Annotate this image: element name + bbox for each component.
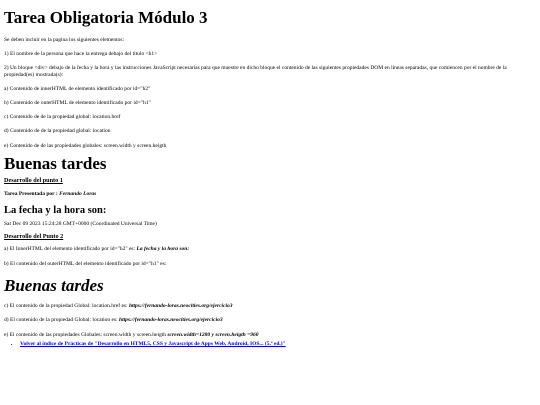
output-d: [4, 317, 536, 324]
list-item: [20, 341, 536, 348]
output-a-label: a) El InnerHTML del elemento identificado por id="h2" es:: [4, 246, 136, 253]
output-b-label: b) El contenido del outerHTML del elemento identificado por id="h1" es:: [4, 260, 167, 267]
output-b-value: Buenas tardes: [4, 276, 104, 296]
presenter-name: Fernando Loras: [59, 191, 97, 198]
presented-by: [4, 191, 536, 198]
requirement-item-e: e) Contenido de de las propiedades globales: screen.width y screen.heigth: [4, 142, 167, 149]
presented-by-label: Tarea Presentada por :: [4, 191, 58, 198]
requirement-1: 1) El nombre de la persona que hace la entrega debajo del titulo <h1>: [4, 51, 158, 58]
output-a-value: La fecha y la hora son:: [136, 246, 190, 253]
output-e-value: screen.width=1280 y screen.heigth =960: [167, 331, 259, 338]
section-2-heading: Desarrollo del Punto 2: [4, 233, 64, 241]
requirement-2: 2) Un bloque <div> debajo de la fecha y la hora y las instrucciones JavaScript necesarias para que muestre en dicho bloque el contenido de las siguientes propiedades DOM en lineas separadas, que comiencen por el nombre de la propiedad(es) mostrada(s):: [4, 65, 507, 78]
output-d-label: d) El contenido de la propiedad Global: location es:: [4, 317, 118, 324]
intro-text: Se deben incluir en la pagina los siguientes elementos:: [4, 37, 125, 43]
requirement-item-a: a) Contenido de innerHTML de elemento identificado por id="h2": [4, 85, 151, 92]
output-c: [4, 303, 536, 310]
output-c-value: https://fernando-loras.neocities.org/ejercicio3: [128, 303, 233, 310]
output-e: [4, 332, 536, 339]
back-to-index-link[interactable]: Volver al índice de Prácticas de "Desarrollo en HTML5, CSS y Javascript de Apps Web, Android, IOS... (5.ª ed.)": [20, 341, 286, 348]
output-c-label: c) El contenido de la propiedad Global: location.href es:: [4, 303, 128, 310]
greeting-heading: Buenas tardes: [4, 154, 107, 174]
page-title: Tarea Obligatoria Módulo 3: [4, 8, 208, 27]
requirement-item-d: d) Contenido de de la propiedad global: location: [4, 128, 111, 135]
link-list: [4, 341, 536, 348]
section-1-heading: Desarrollo del punto 1: [4, 177, 63, 185]
datetime-heading: La fecha y la hora son:: [4, 204, 107, 216]
output-d-value: https://fernando-loras.neocities.org/ejercicio3: [119, 317, 223, 324]
output-e-label: e) El contenido de las propiedades Globales: screen.width y screen.heigth: [4, 331, 167, 338]
datetime-value: Sat Dec 09 2023 15:24:28 GMT+0000 (Coordinated Universal Time): [4, 220, 157, 227]
requirement-item-b: b) Contenido de outerHTML de elemento identificado por id="h1": [4, 100, 151, 107]
output-a: [4, 246, 536, 253]
requirement-item-c: c) Contenido de de la propiedad global: location.href: [4, 114, 121, 121]
